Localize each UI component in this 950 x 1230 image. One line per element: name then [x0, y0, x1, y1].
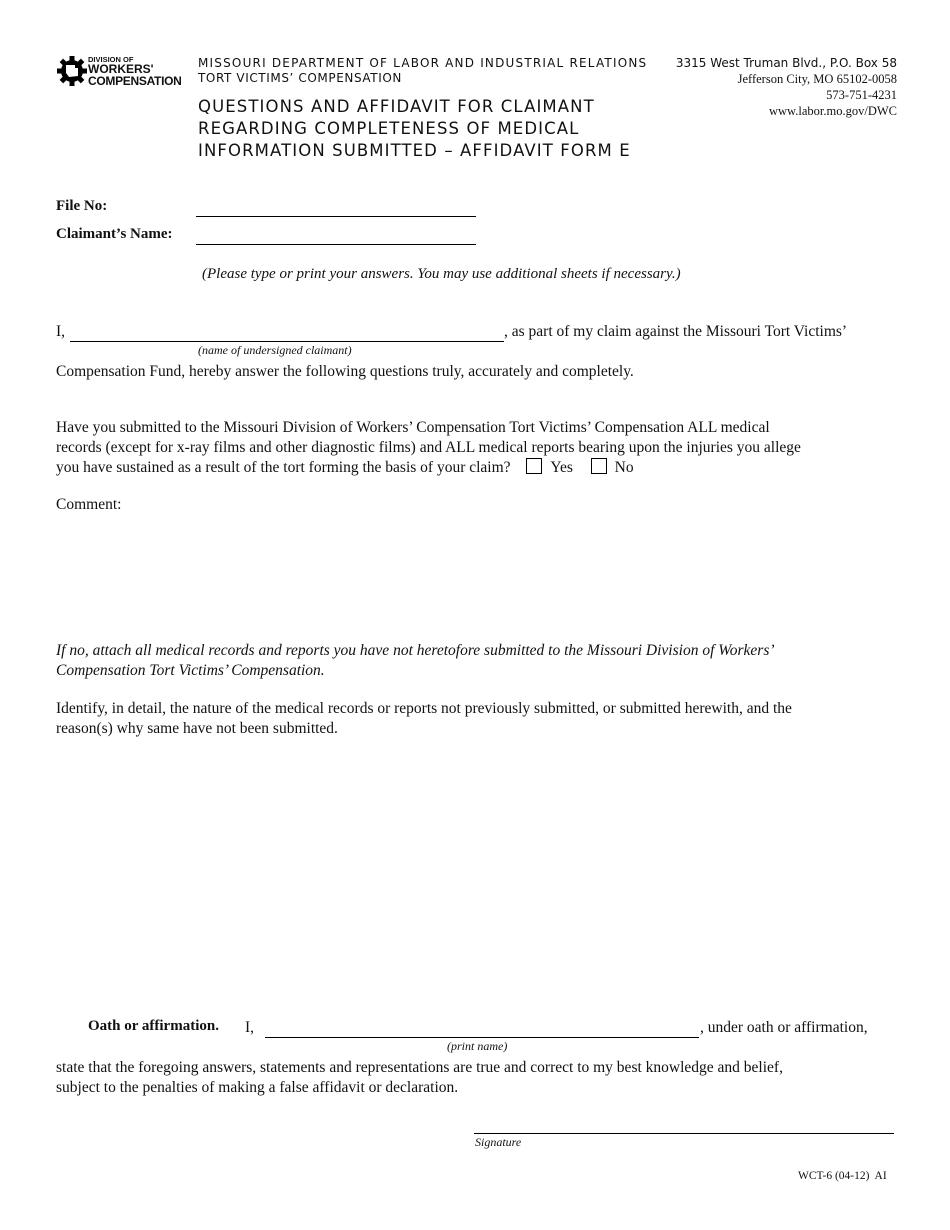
yes-checkbox[interactable] [526, 458, 542, 474]
claimant-caption: (name of undersigned claimant) [198, 343, 352, 357]
address-street: 3315 West Truman Blvd., P.O. Box 58 [675, 56, 897, 70]
division-logo [56, 55, 182, 89]
signature-caption: Signature [475, 1135, 522, 1149]
question-line: you have sustained as a result of the tort forming the basis of your claim? [56, 459, 511, 476]
department-name: MISSOURI DEPARTMENT OF LABOR AND INDUSTRIAL RELATIONS [198, 56, 648, 70]
identify-instruction [56, 699, 792, 739]
file-no-field[interactable] [196, 197, 476, 217]
address-city: Jefferson City, MO 65102-0058 [737, 72, 897, 86]
logo-line-2: WORKERS' [88, 62, 154, 76]
address-phone: 573-751-4231 [826, 88, 897, 102]
form-title [198, 96, 631, 162]
claimant-name-field[interactable] [196, 225, 476, 245]
claimant-name-line[interactable] [70, 322, 504, 342]
if-no-line: Compensation Tort Victims’ Compensation. [56, 662, 325, 679]
if-no-instruction [56, 641, 775, 681]
identify-answer-area[interactable] [56, 745, 896, 1005]
print-name-caption: (print name) [447, 1039, 508, 1053]
logo-line-1: DIVISION OF [88, 55, 134, 64]
intro-prefix: I, [56, 323, 66, 340]
subdivision-name: TORT VICTIMS’ COMPENSATION [198, 71, 402, 85]
comment-label: Comment: [56, 496, 122, 513]
identify-line: Identify, in detail, the nature of the medical records or reports not previously submitted, or submitted herewith, and the [56, 700, 792, 717]
question-line: Have you submitted to the Missouri Division of Workers’ Compensation Tort Victims’ Compensation ALL medical [56, 419, 770, 436]
print-name-line[interactable] [265, 1018, 699, 1038]
intro-suffix: , as part of my claim against the Missouri Tort Victims’ [504, 323, 848, 340]
address-website: www.labor.mo.gov/DWC [769, 104, 897, 118]
title-line: REGARDING COMPLETENESS OF MEDICAL [198, 119, 580, 138]
comment-area[interactable] [56, 518, 896, 636]
logo-line-3: COMPENSATION [88, 74, 182, 88]
yes-label: Yes [550, 459, 573, 476]
oath-label: Oath or affirmation. [88, 1018, 219, 1034]
file-no-label: File No: [56, 198, 108, 214]
signature-line[interactable] [474, 1114, 894, 1134]
oath-statement [56, 1058, 783, 1098]
question-line: records (except for x-ray films and other diagnostic films) and ALL medical reports bearing upon the injuries you allege [56, 439, 801, 456]
identify-line: reason(s) why same have not been submitted. [56, 720, 338, 737]
question-last-row [56, 458, 896, 478]
office-address [676, 55, 897, 119]
intro-continuation: Compensation Fund, hereby answer the following questions truly, accurately and completely. [56, 363, 634, 380]
oath-suffix: , under oath or affirmation, [700, 1019, 868, 1036]
if-no-line: If no, attach all medical records and reports you have not heretofore submitted to the Missouri Division of Workers’ [56, 642, 775, 659]
medical-records-question [56, 418, 896, 478]
form-code: WCT-6 (04-12) AI [798, 1170, 887, 1182]
oath-prefix: I, [245, 1019, 255, 1036]
no-label: No [614, 459, 634, 476]
no-checkbox[interactable] [591, 458, 607, 474]
oath-line: state that the foregoing answers, statements and representations are true and correct to my best knowledge and belief, [56, 1059, 783, 1076]
gear-icon [56, 55, 88, 87]
instructions: (Please type or print your answers. You may use additional sheets if necessary.) [202, 266, 681, 282]
oath-line: subject to the penalties of making a false affidavit or declaration. [56, 1079, 459, 1096]
title-line: INFORMATION SUBMITTED – AFFIDAVIT FORM E [198, 141, 631, 160]
title-line: QUESTIONS AND AFFIDAVIT FOR CLAIMANT [198, 97, 595, 116]
claimant-name-label: Claimant’s Name: [56, 226, 173, 242]
